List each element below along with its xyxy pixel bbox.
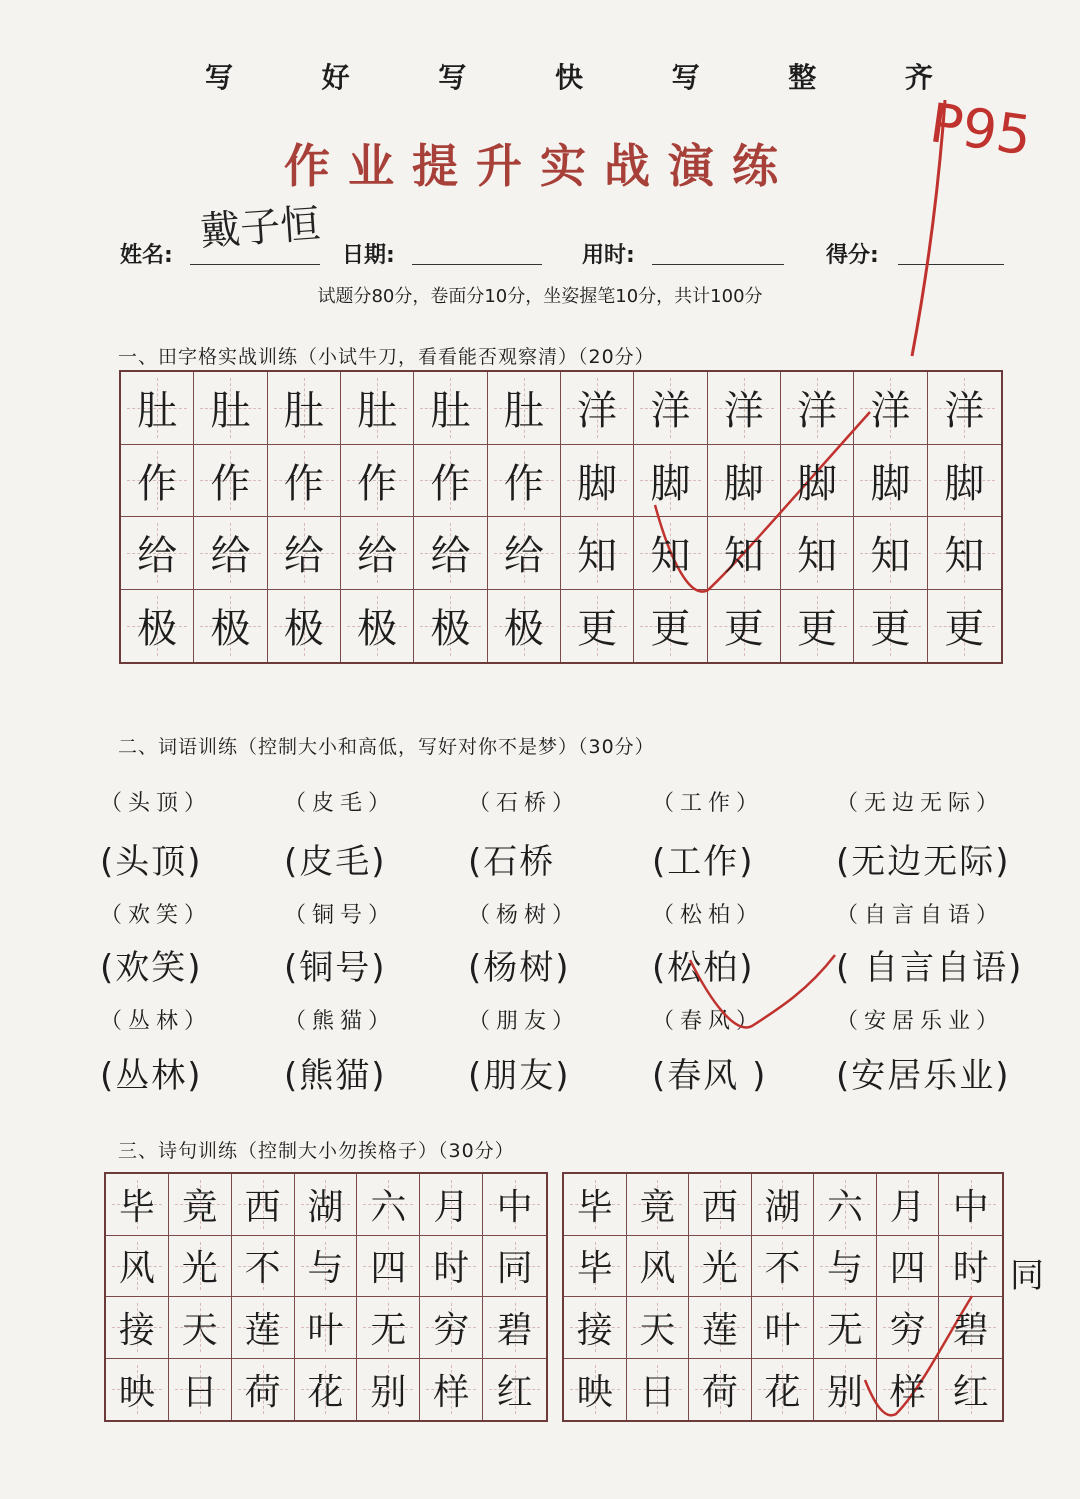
grid-cell [634,590,707,663]
grid-char: 给 [357,533,398,580]
name-label: 姓名: [120,243,173,268]
grid-char: 作 [430,460,471,507]
info-row [120,232,1010,272]
grid-char: 与 [307,1248,344,1290]
grid-char: 洋 [870,388,911,435]
grid-cell [106,1236,169,1298]
grid-cell [194,445,267,518]
grid-char: 无 [370,1309,407,1351]
grid-char: 月 [433,1186,470,1228]
grid-char: 给 [283,533,324,580]
grid-cell [634,517,707,590]
grid-char: 极 [137,606,178,653]
grid-cell [488,372,561,445]
grid-cell [414,590,487,663]
grid-char: 六 [370,1186,407,1228]
grid-cell [689,1359,752,1421]
grid-cell [627,1174,690,1236]
grid-char: 更 [944,606,985,653]
grid-cell [414,517,487,590]
model-word: （杨树） [468,903,581,928]
time-label: 用时: [582,243,635,268]
grid-cell [752,1359,815,1421]
written-word: (铜号) [284,948,387,988]
grid-char: 知 [723,533,764,580]
grid-cell [420,1297,483,1359]
grid-cell [341,445,414,518]
grid-char: 脚 [870,460,911,507]
grid-cell [194,372,267,445]
header-slogan [180,56,960,96]
grid-char: 莲 [701,1309,738,1351]
grid-cell [194,517,267,590]
grid-cell [488,517,561,590]
model-word: （松柏） [652,903,765,928]
grid-char: 作 [137,460,178,507]
written-word: (安居乐业) [836,1056,1011,1096]
model-word: （铜号） [284,903,397,928]
grid-char: 更 [870,606,911,653]
grid-char: 花 [307,1371,344,1413]
grid-char: 中 [952,1186,989,1228]
grid-cell [752,1174,815,1236]
grid-cell [268,445,341,518]
grid-cell [268,517,341,590]
grid-cell [939,1359,1002,1421]
grid-char: 与 [827,1248,864,1290]
grid-cell [561,517,634,590]
grid-char: 六 [827,1186,864,1228]
grid-char: 西 [701,1186,738,1228]
grid-cell [634,372,707,445]
grade-mark: P95 [926,91,1036,168]
grid-cell [928,517,1001,590]
grid-cell [295,1174,358,1236]
written-word: (石桥 [468,842,556,882]
grid-char: 更 [650,606,691,653]
word-written-row [100,834,1020,883]
grid-char: 湖 [307,1186,344,1228]
slogan-char: 快 [554,61,585,94]
grid-char: 风 [118,1248,155,1290]
model-word: （丛林） [100,1009,213,1034]
grid-cell [488,445,561,518]
grid-cell [854,517,927,590]
grid-cell [564,1174,627,1236]
grid-cell [877,1236,940,1298]
grid-char: 洋 [650,388,691,435]
model-word: （朋友） [468,1009,581,1034]
grid-char: 极 [283,606,324,653]
grid-char: 不 [764,1248,801,1290]
word-written-row [100,940,1024,989]
grid-char: 莲 [244,1309,281,1351]
grid-cell [627,1236,690,1298]
slogan-char: 写 [671,61,702,94]
grid-char: 作 [357,460,398,507]
grid-char: 极 [357,606,398,653]
poem-written-grid [562,1172,1004,1422]
grid-char: 作 [503,460,544,507]
grid-char: 叶 [307,1309,344,1351]
grid-cell [781,372,854,445]
grid-cell [341,590,414,663]
grid-char: 竟 [181,1186,218,1228]
grid-cell [169,1359,232,1421]
score-description: 试题分80分，卷面分10分，坐姿握笔10分，共计100分 [317,286,763,307]
grid-char: 知 [650,533,691,580]
written-word: (无边无际) [836,842,1011,882]
word-model-row [100,786,1020,817]
model-word: （安居乐业） [836,1009,1005,1034]
grid-char: 给 [210,533,251,580]
written-word: (丛林) [100,1056,203,1096]
grid-cell [814,1297,877,1359]
grid-char: 毕 [576,1248,613,1290]
grid-char: 碧 [496,1309,533,1351]
grid-cell [232,1359,295,1421]
grid-char: 毕 [118,1186,155,1228]
grid-char: 给 [503,533,544,580]
grid-cell [420,1174,483,1236]
grid-char: 时 [433,1248,470,1290]
grid-char: 知 [577,533,618,580]
written-word: (朋友) [468,1056,571,1096]
grid-char: 肚 [503,388,544,435]
grid-char: 脚 [797,460,838,507]
grid-char: 给 [137,533,178,580]
grid-char: 洋 [577,388,618,435]
grid-cell [295,1359,358,1421]
grid-cell [121,590,194,663]
model-word: （熊猫） [284,1009,397,1034]
grid-cell [561,590,634,663]
slogan-char: 齐 [904,61,935,94]
grid-char: 洋 [944,388,985,435]
grid-cell [106,1359,169,1421]
grid-cell [939,1297,1002,1359]
grid-char: 无 [827,1309,864,1351]
grid-char: 脚 [577,460,618,507]
grid-cell [877,1359,940,1421]
section2-title: 二、词语训练（控制大小和高低，写好对你不是梦）（30分） [118,736,655,758]
written-word: (头顶) [100,842,203,882]
grid-char: 知 [944,533,985,580]
grid-cell [357,1174,420,1236]
grid-cell [483,1174,546,1236]
written-word: (松柏) [652,948,755,988]
grid-char: 西 [244,1186,281,1228]
model-word: （石桥） [468,791,581,816]
grid-char: 荷 [244,1371,281,1413]
grid-cell [708,590,781,663]
grid-cell [414,372,487,445]
grid-char: 荷 [701,1371,738,1413]
grid-cell [341,372,414,445]
grid-cell [877,1297,940,1359]
grid-cell [232,1236,295,1298]
grid-cell [814,1236,877,1298]
grid-cell [854,372,927,445]
grid-cell [561,445,634,518]
grid-char: 日 [639,1371,676,1413]
grid-cell [561,372,634,445]
grid-cell [357,1359,420,1421]
grid-cell [928,372,1001,445]
grid-char: 肚 [283,388,324,435]
grid-char: 肚 [430,388,471,435]
slogan-char: 整 [788,61,819,94]
grid-char: 样 [889,1371,926,1413]
grid-char: 更 [797,606,838,653]
grid-cell [627,1359,690,1421]
grid-char: 极 [430,606,471,653]
grid-cell [781,445,854,518]
grid-char: 天 [181,1309,218,1351]
grid-cell [689,1236,752,1298]
grid-cell [708,517,781,590]
grid-char: 映 [576,1371,613,1413]
grid-char: 中 [496,1186,533,1228]
grid-cell [169,1297,232,1359]
grid-cell [232,1174,295,1236]
written-word: (欢笑) [100,948,203,988]
date-line [412,264,542,265]
grid-char: 极 [503,606,544,653]
model-word: （皮毛） [284,791,397,816]
grid-cell [564,1297,627,1359]
grid-char: 肚 [137,388,178,435]
written-word: (杨树) [468,948,571,988]
score-label: 得分: [826,243,879,268]
grid-char: 光 [181,1248,218,1290]
section1-title: 一、田字格实战训练（小试牛刀，看看能否观察清）（20分） [118,346,655,368]
grid-char: 脚 [723,460,764,507]
score-line [898,264,1004,265]
date-label: 日期: [342,243,395,268]
grid-cell [939,1174,1002,1236]
grid-cell [928,590,1001,663]
grid-char: 天 [639,1309,676,1351]
grid-char: 给 [430,533,471,580]
model-word: （无边无际） [836,791,1005,816]
model-word: （欢笑） [100,903,213,928]
grid-cell [341,517,414,590]
grid-cell [483,1236,546,1298]
student-name: 戴子恒 [198,200,322,256]
grid-cell [295,1236,358,1298]
grid-cell [781,517,854,590]
grid-cell [564,1236,627,1298]
written-word: (春风 ) [652,1056,768,1096]
grid-char: 湖 [764,1186,801,1228]
overflow-char: 同 [1010,1256,1044,1296]
grid-cell [752,1236,815,1298]
word-model-row [100,1004,1020,1035]
slogan-char: 写 [438,61,469,94]
grid-char: 知 [797,533,838,580]
grid-cell [781,590,854,663]
grid-cell [169,1236,232,1298]
written-word: (皮毛) [284,842,387,882]
slogan-char: 好 [321,61,352,94]
grid-char: 作 [210,460,251,507]
grid-cell [483,1359,546,1421]
grid-char: 别 [827,1371,864,1413]
grid-char: 穷 [433,1309,470,1351]
grid-char: 同 [496,1248,533,1290]
model-word: （自言自语） [836,903,1005,928]
grid-cell [814,1359,877,1421]
grid-cell [106,1297,169,1359]
grid-char: 作 [283,460,324,507]
grid-cell [268,372,341,445]
grid-char: 四 [889,1248,926,1290]
grid-cell [169,1174,232,1236]
grid-cell [752,1297,815,1359]
grid-char: 红 [496,1371,533,1413]
model-word: （工作） [652,791,765,816]
grid-cell [689,1297,752,1359]
grid-char: 不 [244,1248,281,1290]
page-title: 作业提升实战演练 [284,139,796,193]
model-word: （春风） [652,1009,765,1034]
grid-char: 洋 [797,388,838,435]
grid-char: 肚 [357,388,398,435]
grid-char: 别 [370,1371,407,1413]
slogan-char: 写 [204,61,235,94]
grid-char: 知 [870,533,911,580]
model-word: （头顶） [100,791,213,816]
grid-char: 毕 [576,1186,613,1228]
grid-cell [194,590,267,663]
time-line [652,264,784,265]
grid-cell [564,1359,627,1421]
grid-cell [634,445,707,518]
name-line [190,264,320,265]
grid-char: 叶 [764,1309,801,1351]
grid-cell [488,590,561,663]
tianzige-grid [119,370,1003,664]
written-word: (工作) [652,842,755,882]
grid-cell [121,372,194,445]
section3-title: 三、诗句训练（控制大小勿挨格子）（30分） [118,1140,515,1162]
grid-char: 光 [701,1248,738,1290]
grid-char: 样 [433,1371,470,1413]
grid-cell [232,1297,295,1359]
written-word: ( 自言自语) [836,948,1024,988]
grid-cell [420,1359,483,1421]
grid-cell [689,1174,752,1236]
grid-cell [295,1297,358,1359]
grid-char: 四 [370,1248,407,1290]
written-word: (熊猫) [284,1056,387,1096]
grid-cell [854,445,927,518]
grid-cell [268,590,341,663]
grid-cell [627,1297,690,1359]
grid-char: 月 [889,1186,926,1228]
grid-cell [939,1236,1002,1298]
grid-char: 映 [118,1371,155,1413]
grid-cell [357,1236,420,1298]
grid-cell [121,445,194,518]
grid-char: 接 [576,1309,613,1351]
grid-char: 更 [577,606,618,653]
grid-char: 风 [639,1248,676,1290]
word-model-row [100,898,1020,929]
grid-cell [708,372,781,445]
grid-cell [106,1174,169,1236]
grid-char: 日 [181,1371,218,1413]
grid-char: 接 [118,1309,155,1351]
grid-cell [928,445,1001,518]
grid-cell [854,590,927,663]
grid-char: 脚 [944,460,985,507]
word-written-row [100,1048,1020,1097]
grid-char: 穷 [889,1309,926,1351]
grid-cell [414,445,487,518]
grid-char: 红 [952,1371,989,1413]
grid-cell [708,445,781,518]
grid-char: 竟 [639,1186,676,1228]
grid-char: 脚 [650,460,691,507]
grid-cell [121,517,194,590]
grid-char: 极 [210,606,251,653]
grid-char: 肚 [210,388,251,435]
grid-cell [483,1297,546,1359]
grid-char: 碧 [952,1309,989,1351]
grid-char: 花 [764,1371,801,1413]
grid-char: 更 [723,606,764,653]
poem-model-grid [104,1172,548,1422]
grid-cell [814,1174,877,1236]
grid-cell [420,1236,483,1298]
grid-char: 洋 [723,388,764,435]
grid-cell [877,1174,940,1236]
grid-cell [357,1297,420,1359]
grid-char: 时 [952,1248,989,1290]
